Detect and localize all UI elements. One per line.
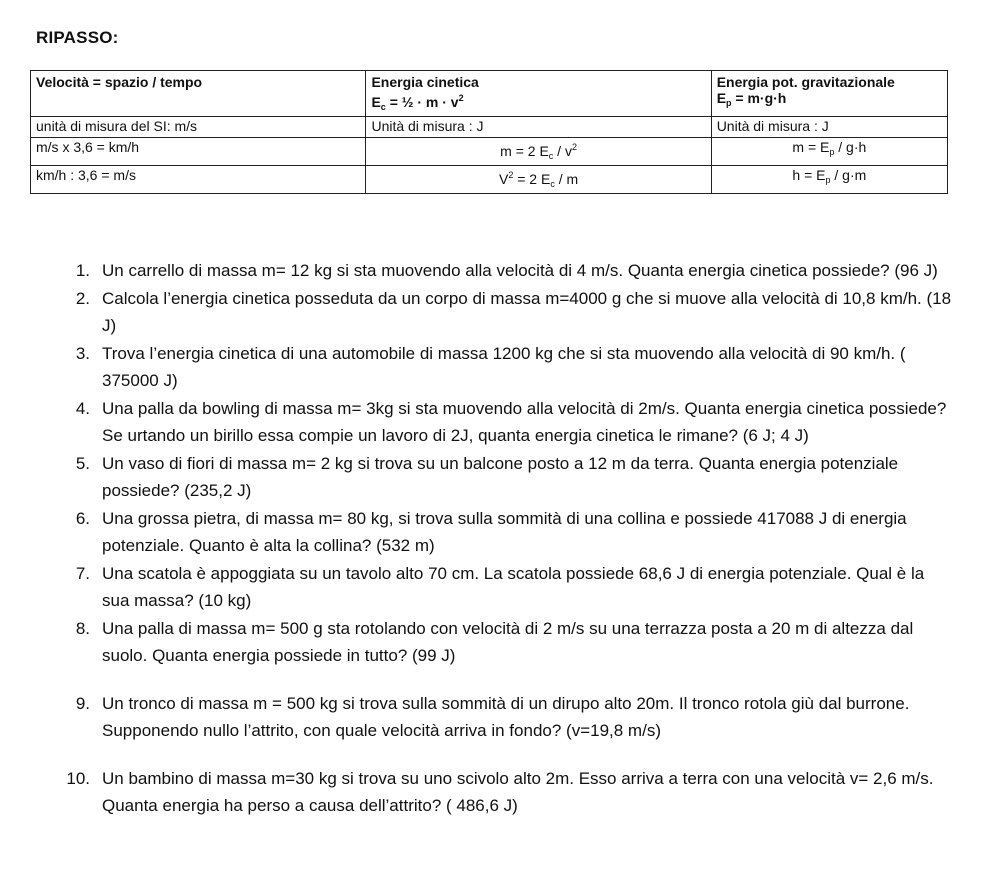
problem-item — [75, 340, 952, 395]
problem-item — [75, 285, 952, 340]
mass-from-potential-cell: $m = E_p / g\cdot h$ — [711, 138, 947, 166]
problem-number: 6. — [75, 508, 90, 528]
problem-item — [75, 505, 952, 560]
table-header-row — [31, 71, 948, 117]
problem-item — [75, 615, 952, 670]
problem-text: Un vaso di fiori di massa m= 2 kg si trova su un balcone posto a 12 m da terra. Quanta energia potenziale possiede? (235,2 J) — [102, 453, 899, 500]
problem-item — [75, 450, 952, 505]
header-velocity — [31, 71, 366, 117]
problem-text: Una grossa pietra, di massa m= 80 kg, si trova sulla sommità di una collina e possiede 417088 J di energia potenziale. Quanto è alta la collina? (532 m) — [102, 508, 907, 555]
problem-item — [75, 395, 952, 450]
problem-number: 3. — [75, 343, 90, 363]
header-kinetic-title: Energia cinetica — [371, 74, 479, 90]
problem-number: 2. — [75, 288, 90, 308]
table-row-conversion-1 — [31, 138, 948, 166]
potential-unit-cell: Unità di misura : J — [711, 117, 947, 138]
kinetic-energy-formula: $E_c$ = ½ · $m \cdot v^2$ — [371, 93, 464, 112]
problem-list — [32, 257, 952, 820]
problem-number: 7. — [75, 563, 90, 583]
header-potential-title: Energia pot. gravitazionale — [716, 74, 895, 90]
problem-item — [75, 560, 952, 615]
header-kinetic — [366, 71, 711, 117]
problem-text: Un carrello di massa m= 12 kg si sta muovendo alla velocità di 4 m/s. Quanta energia cinetica possiede? (96 J) — [102, 261, 938, 280]
velocity-squared-formula-cell: $V^2 = 2$ $E_c$ / m — [366, 166, 711, 194]
problem-item — [75, 690, 952, 745]
problem-text: Una scatola è appoggiata su un tavolo alto 70 cm. La scatola possiede 68,6 J di energia potenziale. Qual è la sua massa? (10 kg) — [102, 563, 925, 610]
problem-number: 8. — [75, 618, 90, 638]
header-potential — [711, 71, 947, 117]
header-velocity-title: Velocità = spazio / tempo — [36, 74, 203, 90]
problem-text: Una palla da bowling di massa m= 3kg si sta muovendo alla velocità di 2m/s. Quanta energia cinetica possiede? Se urtando un birillo essa compie un lavoro di 2J, quanta energia cinetica le rimane? (6 J; 4 J) — [102, 398, 947, 445]
table-row-conversion-2 — [31, 166, 948, 194]
potential-energy-formula: $E_p = m\cdot g\cdot h$ — [716, 90, 787, 108]
ms-to-kmh-cell: m/s x 3,6 = km/h — [31, 138, 366, 166]
kinetic-unit-cell: Unità di misura : J — [366, 117, 711, 138]
mass-formula-cell: m = 2 $E_c / v^2$ — [366, 138, 711, 166]
page-heading: RIPASSO: — [36, 28, 119, 47]
velocity-unit-cell: unità di misura del SI: m/s — [31, 117, 366, 138]
problem-number: 1. — [75, 261, 90, 280]
problem-number: 5. — [75, 453, 90, 473]
problem-number: 10. — [66, 768, 90, 788]
problem-item — [75, 257, 952, 285]
formula-table — [30, 70, 948, 194]
problem-item — [66, 765, 952, 820]
problem-text: Un bambino di massa m=30 kg si trova su uno scivolo alto 2m. Esso arriva a terra con una velocità v= 2,6 m/s. Quanta energia ha perso a causa dell’attrito? ( 486,6 J) — [102, 768, 934, 815]
problem-text: Un tronco di massa m = 500 kg si trova sulla sommità di un dirupo alto 20m. Il tronco rotola giù dal burrone. Supponendo nullo l’attrito, con quale velocità arriva in fondo? (v=19,8 m/s) — [102, 693, 910, 740]
problem-text: Calcola l’energia cinetica posseduta da un corpo di massa m=4000 g che si muove alla velocità di 10,8 km/h. (18 J) — [102, 288, 952, 335]
kmh-to-ms-cell: km/h : 3,6 = m/s — [31, 166, 366, 194]
height-formula-cell: $h = E_p / g\cdot m$ — [711, 166, 947, 194]
problem-text: Una palla di massa m= 500 g sta rotolando con velocità di 2 m/s su una terrazza posta a 20 m di altezza dal suolo. Quanta energia possiede in tutto? (99 J) — [102, 618, 914, 665]
problem-number: 4. — [75, 398, 90, 418]
problem-number: 9. — [75, 693, 90, 713]
table-row-units — [31, 117, 948, 138]
problem-text: Trova l’energia cinetica di una automobile di massa 1200 kg che si sta muovendo alla velocità di 90 km/h. ( 375000 J) — [102, 343, 906, 390]
